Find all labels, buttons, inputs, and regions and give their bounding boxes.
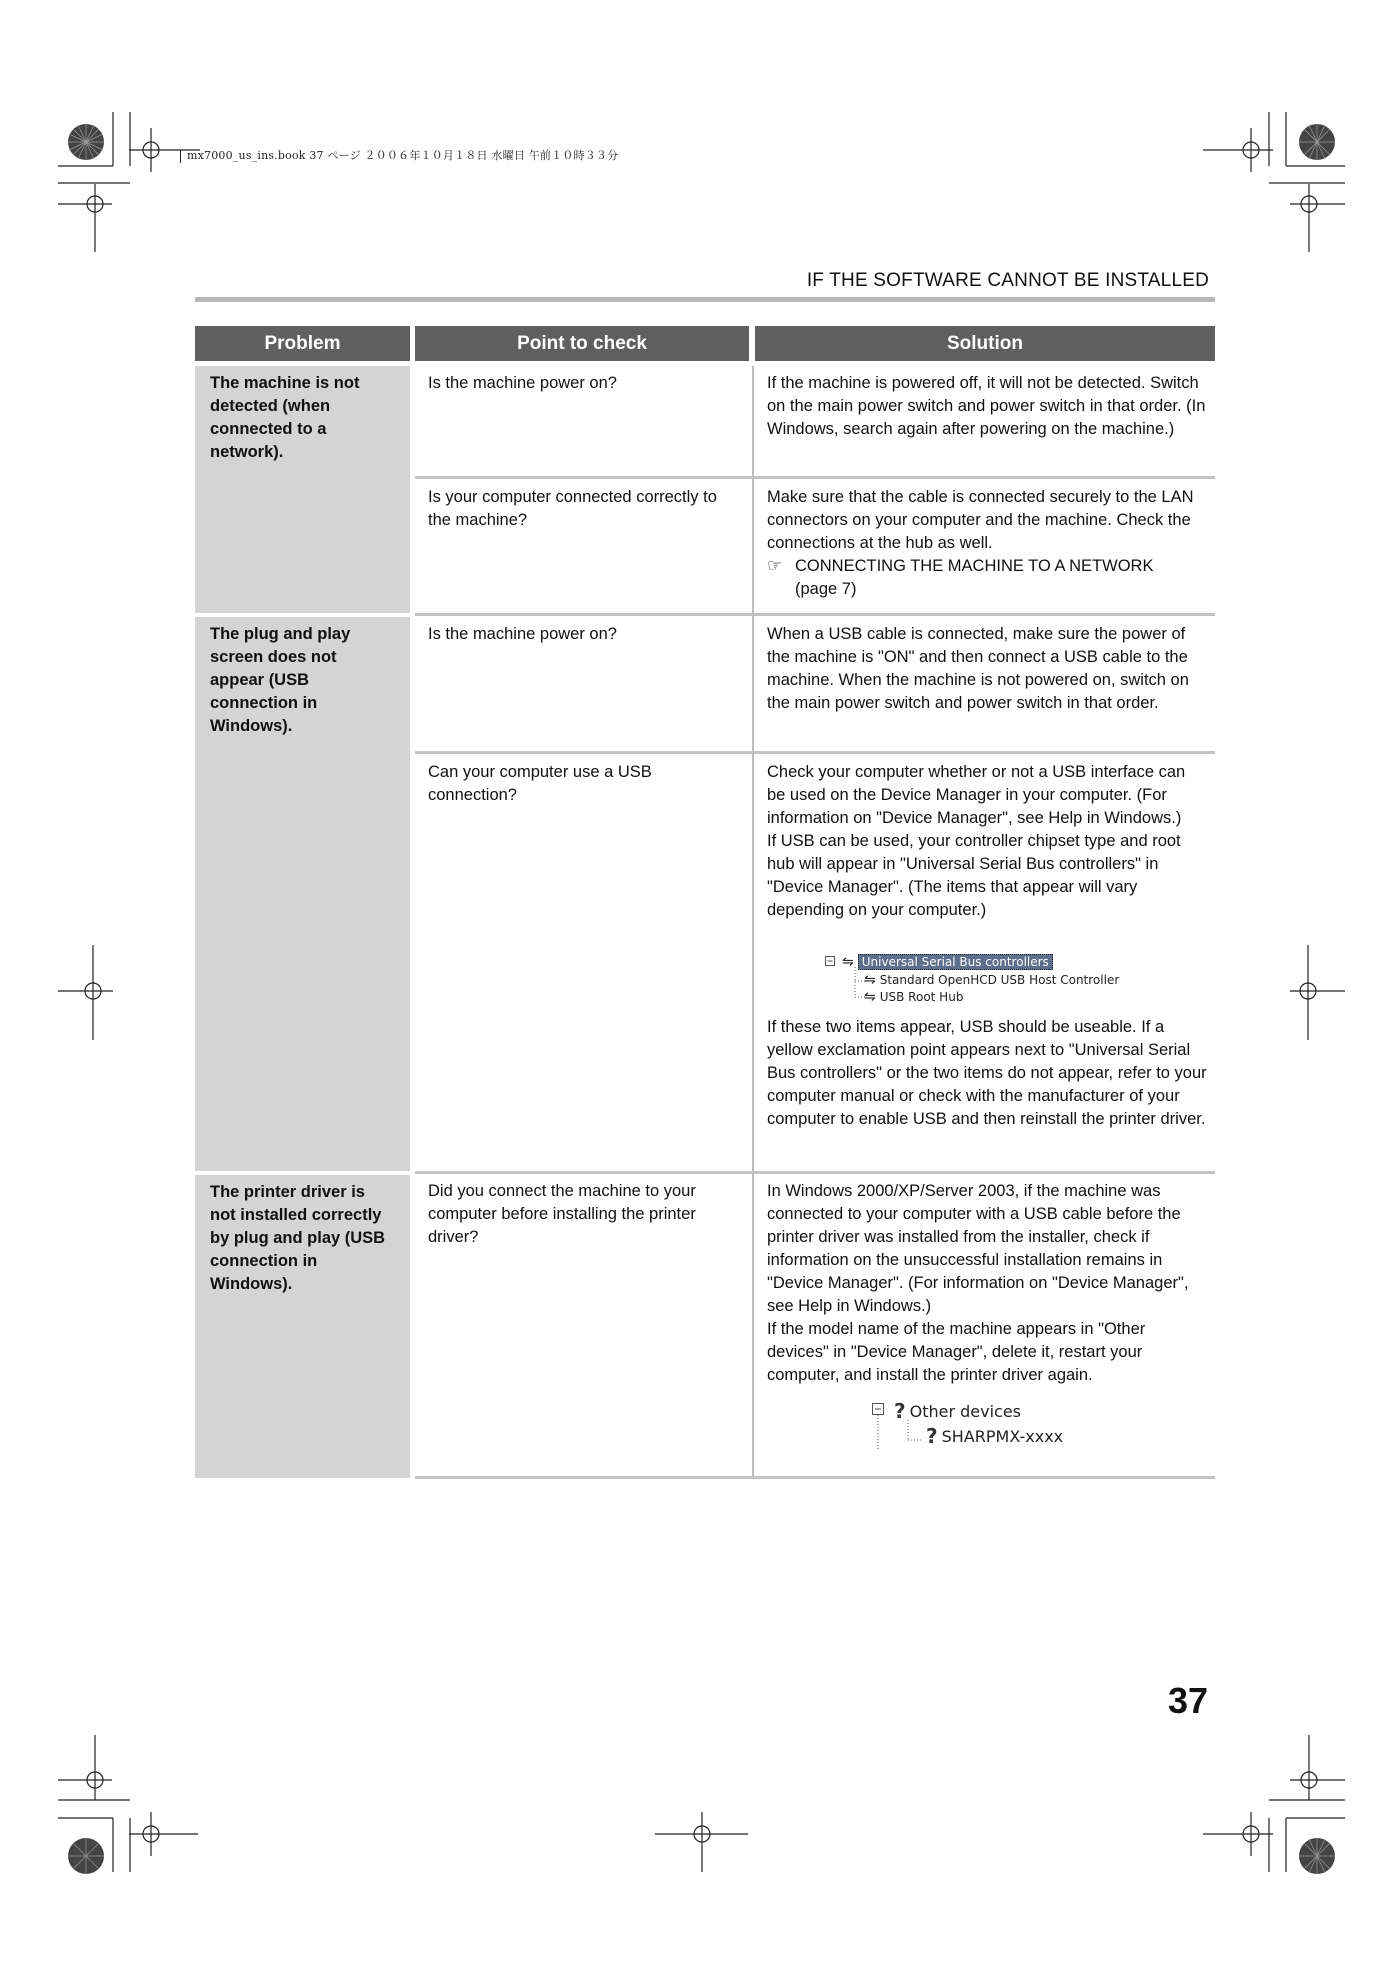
tree-root[interactable] [842, 954, 1053, 970]
solution-text: If the model name of the machine appears in "Other devices" in "Device Manager", delete it, restart your computer, and install the printer driver again. [767, 1320, 1146, 1384]
reference-text[interactable]: CONNECTING THE MACHINE TO A NETWORK (page 7) [795, 557, 1154, 598]
tree-item-label: Standard OpenHCD USB Host Controller [879, 973, 1120, 987]
unknown-device-icon: ? [926, 1424, 938, 1448]
point-text: Is your computer connected correctly to the machine? [428, 488, 717, 529]
solution-text: In Windows 2000/XP/Server 2003, if the machine was connected to your computer with a USB cable before the printer driver was installed from the installer, check if information on the unsuccessful installation remains in "Device Manager". (For information on "Device Manager", see Help in Windows.) [767, 1182, 1189, 1315]
problem-text: The plug and play screen does not appear (USB connection in Windows). [210, 625, 351, 735]
solution-text: Check your computer whether or not a USB interface can be used on the Device Manager in your computer. (For information on "Device Manager", see Help in Windows.) [767, 763, 1186, 827]
problem-cell [195, 617, 410, 1171]
pointing-hand-icon: ☞ [767, 556, 783, 575]
row-separator [415, 1476, 1215, 1479]
problem-text: The machine is not detected (when connected to a network). [210, 374, 360, 461]
point-cell [428, 486, 743, 532]
tree-root-label: Other devices [909, 1401, 1022, 1421]
solution-text: If these two items appear, USB should be useable. If a yellow exclamation point appears next to "Universal Serial Bus controllers" or the two items do not appear, refer to your computer manual or check with the manufacturer of your computer to enable USB and then reinstall the printer driver. [767, 1018, 1207, 1128]
row-separator [415, 476, 1215, 479]
solution-text: When a USB cable is connected, make sure the power of the machine is "ON" and then connect a USB cable to the machine. When the machine is not powered on, switch on the main power switch and power switch in that order. [767, 625, 1189, 712]
tree-root[interactable] [894, 1399, 1021, 1423]
section-title: IF THE SOFTWARE CANNOT BE INSTALLED [806, 270, 1209, 291]
unknown-device-icon: ? [894, 1399, 906, 1423]
title-rule [195, 297, 1215, 302]
point-text: Can your computer use a USB connection? [428, 763, 652, 804]
problem-cell [195, 1175, 410, 1478]
point-text: Is the machine power on? [428, 625, 617, 643]
tree-item[interactable] [864, 972, 1119, 988]
problem-text: The printer driver is not installed correctly by plug and play (USB connection in Windows). [210, 1183, 386, 1293]
header-point: Point to check [415, 326, 749, 361]
solution-text: If USB can be used, your controller chipset type and root hub will appear in "Universal Serial Bus controllers" in "Device Manager". (The items that appear will vary depending on your computer.) [767, 832, 1181, 919]
file-info: mx7000_us_ins.book 37 ページ ２００６年１０月１８日 水曜日 午前１０時３３分 [180, 147, 618, 163]
solution-cell [767, 1016, 1207, 1131]
solution-cell [767, 623, 1207, 715]
problem-cell [195, 366, 410, 613]
solution-cell [767, 1180, 1207, 1387]
row-separator [415, 613, 1215, 616]
header-problem: Problem [195, 326, 410, 361]
header-solution: Solution [755, 326, 1215, 361]
point-cell [428, 761, 743, 807]
point-cell [428, 372, 743, 395]
row-separator [415, 1171, 1215, 1174]
tree-item-label: SHARPMX-xxxx [941, 1426, 1064, 1446]
solution-cell [767, 761, 1207, 922]
tree-item-label: USB Root Hub [879, 990, 964, 1004]
solution-cell [767, 486, 1207, 601]
point-cell [428, 623, 743, 646]
tree-root-label: Universal Serial Bus controllers [858, 954, 1053, 970]
row-separator [415, 751, 1215, 754]
tree-item[interactable] [864, 989, 963, 1005]
usb-icon: ⇋ [864, 972, 876, 988]
page-number: 37 [1167, 1680, 1208, 1721]
registration-disc-icon [1297, 1836, 1337, 1876]
page-reference [767, 555, 1207, 601]
registration-disc-icon [1297, 122, 1337, 162]
point-text: Is the machine power on? [428, 374, 617, 392]
usb-icon: ⇋ [842, 954, 854, 970]
point-text: Did you connect the machine to your computer before installing the printer driver? [428, 1182, 696, 1246]
usb-icon: ⇋ [864, 989, 876, 1005]
registration-disc-icon [66, 1836, 106, 1876]
solution-cell [767, 372, 1207, 441]
solution-text: If the machine is powered off, it will not be detected. Switch on the main power switch and power switch in that order. (In Windows, search again after powering on the machine.) [767, 374, 1206, 438]
registration-disc-icon [66, 122, 106, 162]
point-cell [428, 1180, 743, 1249]
column-divider [752, 366, 754, 1478]
solution-text: Make sure that the cable is connected securely to the LAN connectors on your computer and the machine. Check the connections at the hub as well. [767, 488, 1194, 552]
tree-item[interactable] [926, 1424, 1063, 1448]
